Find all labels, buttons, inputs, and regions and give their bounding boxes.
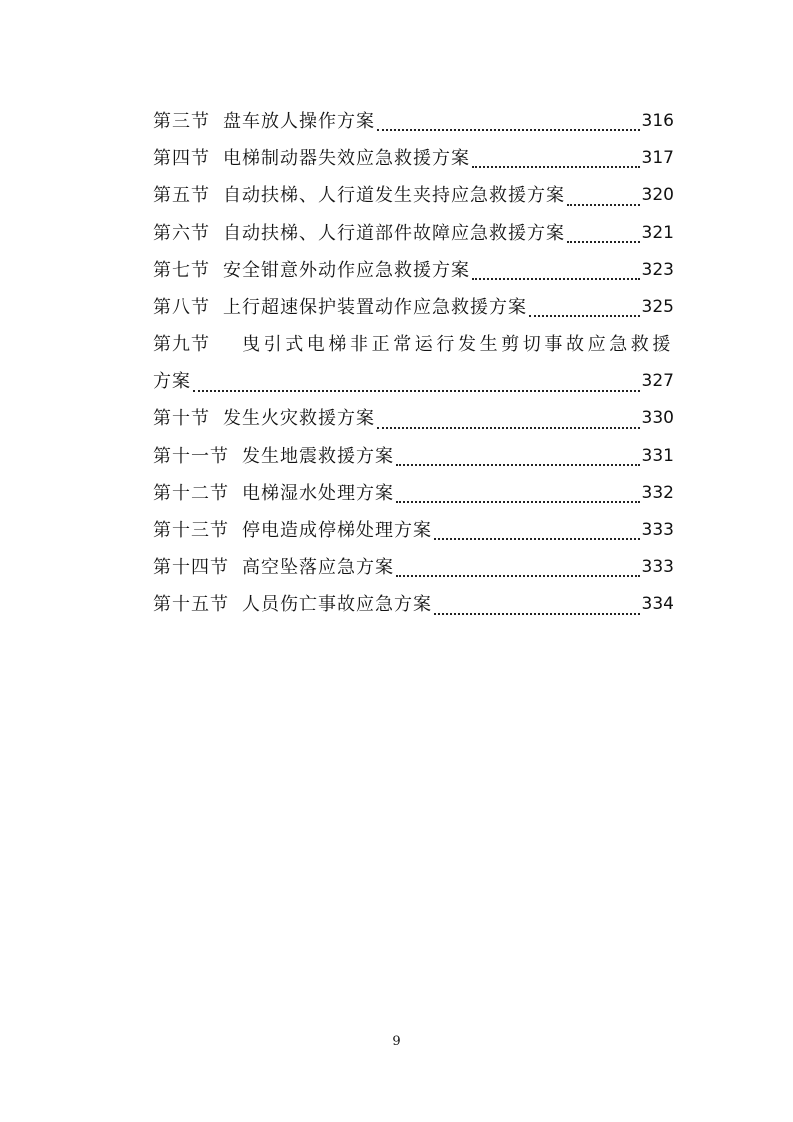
toc-entry-title: 盘车放人操作方案 xyxy=(223,110,375,132)
toc-entry-title: 上行超速保护装置动作应急救援方案 xyxy=(223,296,527,318)
toc-leader-dots xyxy=(377,427,640,429)
toc-leader-dots xyxy=(396,501,640,503)
toc-entry[interactable] xyxy=(153,140,674,177)
toc-entry[interactable] xyxy=(153,586,674,623)
toc-entry-title: 曳引式电梯非正常运行发生剪切事故应急救援 xyxy=(242,334,674,356)
toc-entry-title: 发生地震救援方案 xyxy=(242,445,394,467)
toc-entry-title-continued: 方案 xyxy=(153,371,191,393)
page-number-footer: 9 xyxy=(392,1034,401,1049)
toc-entry[interactable] xyxy=(153,401,674,438)
toc-entry[interactable] xyxy=(153,177,674,214)
toc-entry-title: 人员伤亡事故应急方案 xyxy=(242,594,432,616)
toc-section-number: 第九节 xyxy=(153,334,210,356)
toc-leader-dots xyxy=(377,129,640,131)
toc-entry-title: 自动扶梯、人行道发生夹持应急救援方案 xyxy=(223,185,565,207)
toc-entry[interactable] xyxy=(153,215,674,252)
toc-section-number: 第十二节 xyxy=(153,482,229,504)
toc-leader-dots xyxy=(472,166,640,168)
toc-entry-title: 电梯制动器失效应急救援方案 xyxy=(223,148,470,170)
toc-leader-dots xyxy=(567,241,640,243)
toc-page-number: 331 xyxy=(641,445,674,466)
toc-entry[interactable] xyxy=(153,549,674,586)
toc-section-number: 第七节 xyxy=(153,259,210,281)
toc-section-number: 第十节 xyxy=(153,408,210,430)
toc-leader-dots xyxy=(396,464,640,466)
toc-entry[interactable] xyxy=(153,438,674,475)
toc-leader-dots xyxy=(434,613,640,615)
toc-section-number: 第三节 xyxy=(153,110,210,132)
toc-leader-dots xyxy=(529,315,640,317)
toc-entry[interactable] xyxy=(153,475,674,512)
toc-section-number: 第六节 xyxy=(153,222,210,244)
toc-leader-dots xyxy=(567,204,640,206)
toc-page-number: 320 xyxy=(641,185,674,206)
toc-leader-dots xyxy=(434,538,640,540)
toc-entry-title: 停电造成停梯处理方案 xyxy=(242,520,432,542)
toc-entry-wrapped[interactable] xyxy=(153,326,674,400)
toc-page-number: 333 xyxy=(641,557,674,578)
toc-page-number: 330 xyxy=(641,408,674,429)
toc-page-number: 325 xyxy=(641,296,674,317)
toc-entry-title: 发生火灾救援方案 xyxy=(223,408,375,430)
toc-entry-title: 高空坠落应急方案 xyxy=(242,557,394,579)
toc-section-number: 第八节 xyxy=(153,296,210,318)
toc-section-number: 第五节 xyxy=(153,185,210,207)
toc-section-number: 第四节 xyxy=(153,148,210,170)
toc-entry[interactable] xyxy=(153,289,674,326)
toc-entry[interactable] xyxy=(153,103,674,140)
toc-page-number: 333 xyxy=(641,520,674,541)
toc-entry-first-line xyxy=(153,326,674,363)
toc-page-number: 332 xyxy=(641,482,674,503)
toc-page-number: 334 xyxy=(641,594,674,615)
toc-leader-dots xyxy=(193,390,640,392)
toc-page-number: 321 xyxy=(641,222,674,243)
toc-page-number: 327 xyxy=(641,371,674,392)
toc-page-number: 323 xyxy=(641,259,674,280)
toc-section-number: 第十一节 xyxy=(153,445,229,467)
toc-leader-dots xyxy=(472,278,640,280)
toc-page-number: 317 xyxy=(641,148,674,169)
toc-entry-title: 自动扶梯、人行道部件故障应急救援方案 xyxy=(223,222,565,244)
toc-entry-title: 电梯湿水处理方案 xyxy=(242,482,394,504)
toc-entry-second-line xyxy=(153,363,674,400)
toc-entry[interactable] xyxy=(153,512,674,549)
toc-entry[interactable] xyxy=(153,252,674,289)
toc-entry-title: 安全钳意外动作应急救援方案 xyxy=(223,259,470,281)
table-of-contents xyxy=(153,103,674,624)
toc-page-number: 316 xyxy=(641,110,674,131)
toc-section-number: 第十四节 xyxy=(153,557,229,579)
toc-section-number: 第十三节 xyxy=(153,520,229,542)
toc-section-number: 第十五节 xyxy=(153,594,229,616)
toc-leader-dots xyxy=(396,575,640,577)
